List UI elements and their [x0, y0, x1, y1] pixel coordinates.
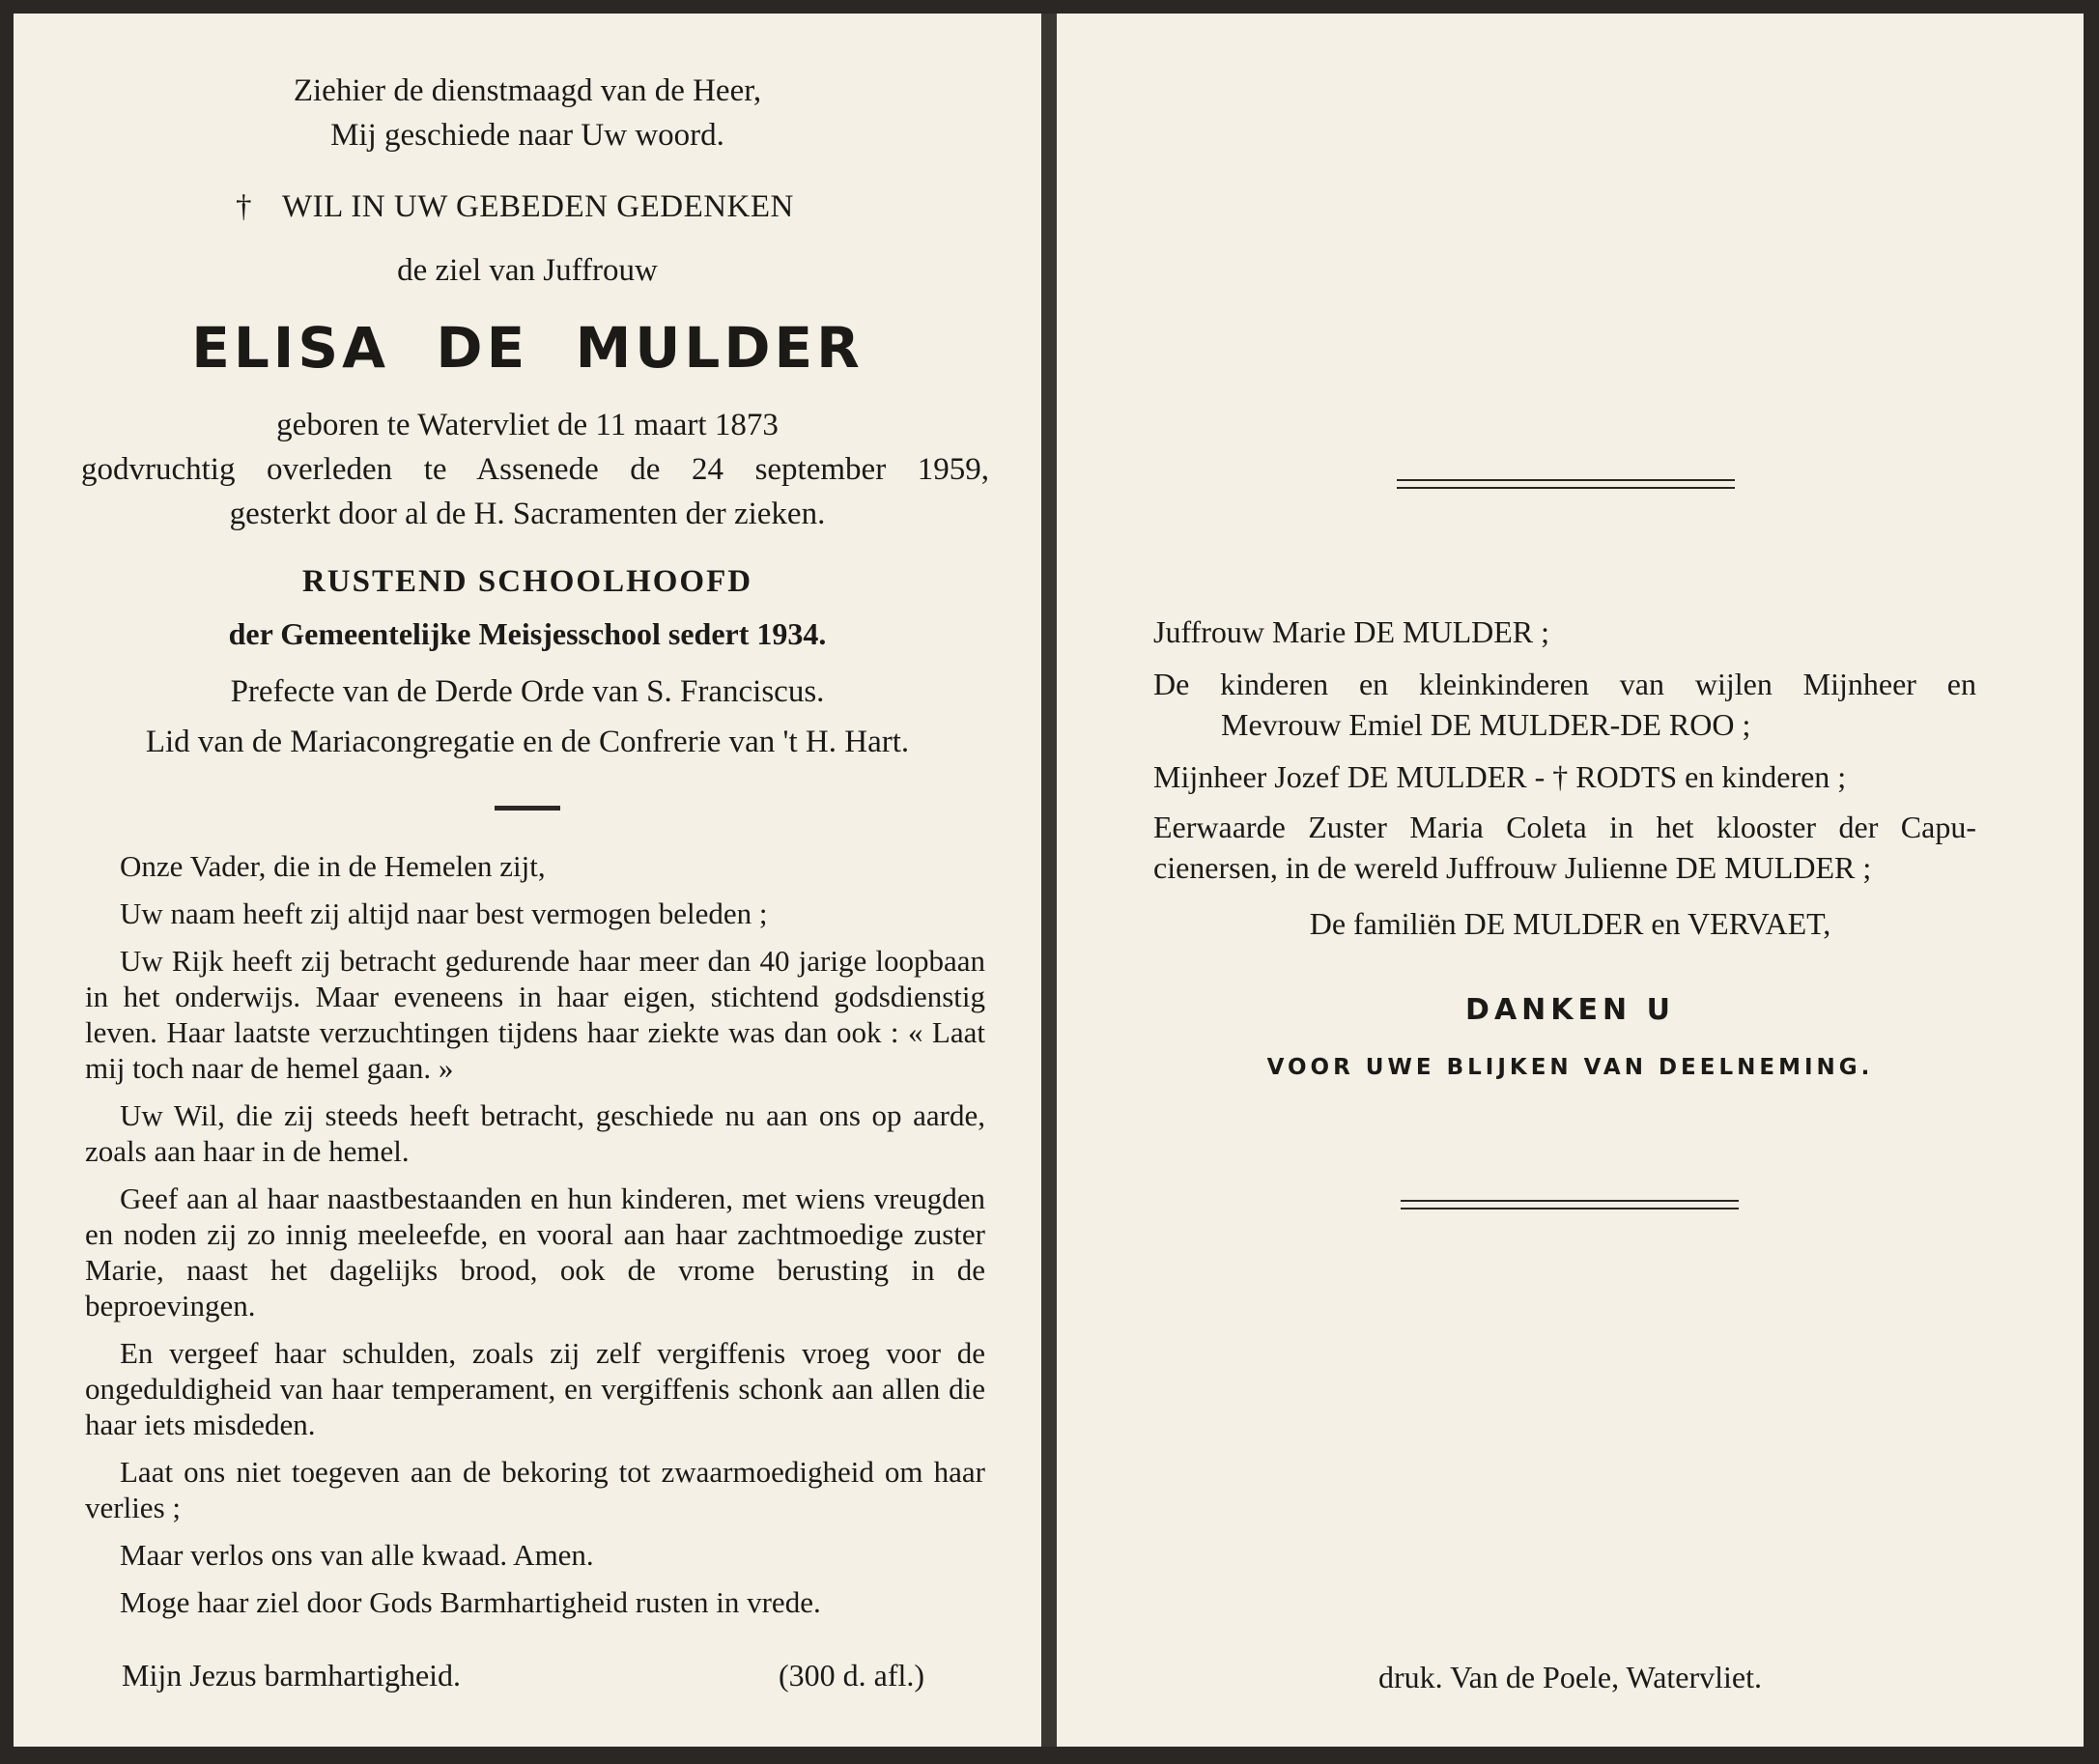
- remember-heading: WIL IN UW GEBEDEN GEDENKEN: [282, 189, 794, 224]
- closing-invocation: Mijn Jezus barmhartigheid.: [122, 1658, 462, 1693]
- prayer-paragraph: Onze Vader, die in de Hemelen zijt,: [120, 849, 546, 883]
- prayer-paragraph: Uw Wil, die zij steeds heeft betracht, geschiede nu aan ons op aarde, zoals aan haar in de hemel.: [85, 1098, 985, 1168]
- thanks-subheading: VOOR UWE BLIJKEN VAN DEELNEMING.: [1266, 1055, 1874, 1080]
- cross-icon: †: [236, 189, 252, 224]
- thanks-line-4b: cienersen, in de wereld Juffrouw Julienne DE MULDER ;: [1153, 850, 1872, 885]
- prayer-paragraph: Laat ons niet toegeven aan de bekoring tot zwaarmoedigheid om haar verlies ;: [85, 1455, 985, 1524]
- thanks-line-5: De familiën DE MULDER en VERVAET,: [1309, 906, 1831, 941]
- divider: [495, 806, 560, 811]
- epigraph-line-1: Ziehier de dienstmaagd van de Heer,: [293, 73, 762, 108]
- double-rule-top: [1397, 479, 1735, 489]
- sacraments-line: gesterkt door al de H. Sacramenten der zieken.: [229, 497, 826, 531]
- death-line: godvruchtig overleden te Assenede de 24 september 1959,: [81, 452, 989, 487]
- prayer-paragraph: Moge haar ziel door Gods Barmhartigheid rusten in vrede.: [120, 1585, 821, 1619]
- prefect-line: Prefecte van de Derde Orde van S. Franciscus.: [230, 674, 825, 709]
- epigraph-line-2: Mij geschiede naar Uw woord.: [330, 118, 724, 153]
- left-page: [14, 14, 1041, 1747]
- thanks-line-1: Juffrouw Marie DE MULDER ;: [1153, 614, 1550, 649]
- prayer-text: [85, 848, 985, 1620]
- thanks-line-2a: De kinderen en kleinkinderen van wijlen Mijnheer en: [1153, 667, 1976, 701]
- thanks-heading: DANKEN U: [1465, 993, 1675, 1027]
- right-page: [1057, 14, 2084, 1747]
- deceased-name: ELISA DE MULDER: [191, 315, 864, 381]
- thanks-line-3: Mijnheer Jozef DE MULDER - † RODTS en kinderen ;: [1153, 759, 1847, 794]
- prayer-paragraph: Geef aan al haar naastbestaanden en hun kinderen, met wiens vreugden en noden zij zo innig meeleefde, en vooral aan haar zachtmoedige zuster Marie, naast het dagelijks brood, ook de vrome berusting in de beproevingen.: [85, 1181, 985, 1323]
- thanks-line-4a: Eerwaarde Zuster Maria Coleta in het klooster der Capu-: [1153, 810, 1976, 844]
- indulgence-note: (300 d. afl.): [779, 1658, 925, 1693]
- prayer-paragraph: Maar verlos ons van alle kwaad. Amen.: [120, 1538, 594, 1572]
- school-line: der Gemeentelijke Meisjesschool sedert 1934.: [228, 616, 827, 651]
- double-rule-bottom: [1401, 1200, 1739, 1209]
- member-line: Lid van de Mariacongregatie en de Confrerie van 't H. Hart.: [145, 725, 910, 759]
- printer-credit: druk. Van de Poele, Watervliet.: [1377, 1660, 1763, 1694]
- soul-of-line: de ziel van Juffrouw: [397, 253, 658, 288]
- prayer-paragraph: Uw Rijk heeft zij betracht gedurende haar meer dan 40 jarige loopbaan in het onderwijs. Maar eveneens in haar eigen, stichtend godsdienstig leven. Haar laatste verzuchtingen tijdens haar ziekte was dan ook : « Laat mij toch naar de hemel gaan. »: [85, 944, 985, 1085]
- thanks-line-2b: Mevrouw Emiel DE MULDER-DE ROO ;: [1221, 707, 1751, 742]
- birth-line: geboren te Watervliet de 11 maart 1873: [276, 408, 779, 442]
- prayer-paragraph: Uw naam heeft zij altijd naar best vermogen beleden ;: [120, 896, 768, 930]
- rank-title: RUSTEND SCHOOLHOOFD: [301, 564, 753, 599]
- card-fold: [1041, 14, 1057, 1747]
- prayer-paragraph: En vergeef haar schulden, zoals zij zelf vergiffenis vroeg voor de ongeduldigheid van haar temperament, en vergiffenis schonk aan allen die haar iets misdeden.: [85, 1336, 985, 1441]
